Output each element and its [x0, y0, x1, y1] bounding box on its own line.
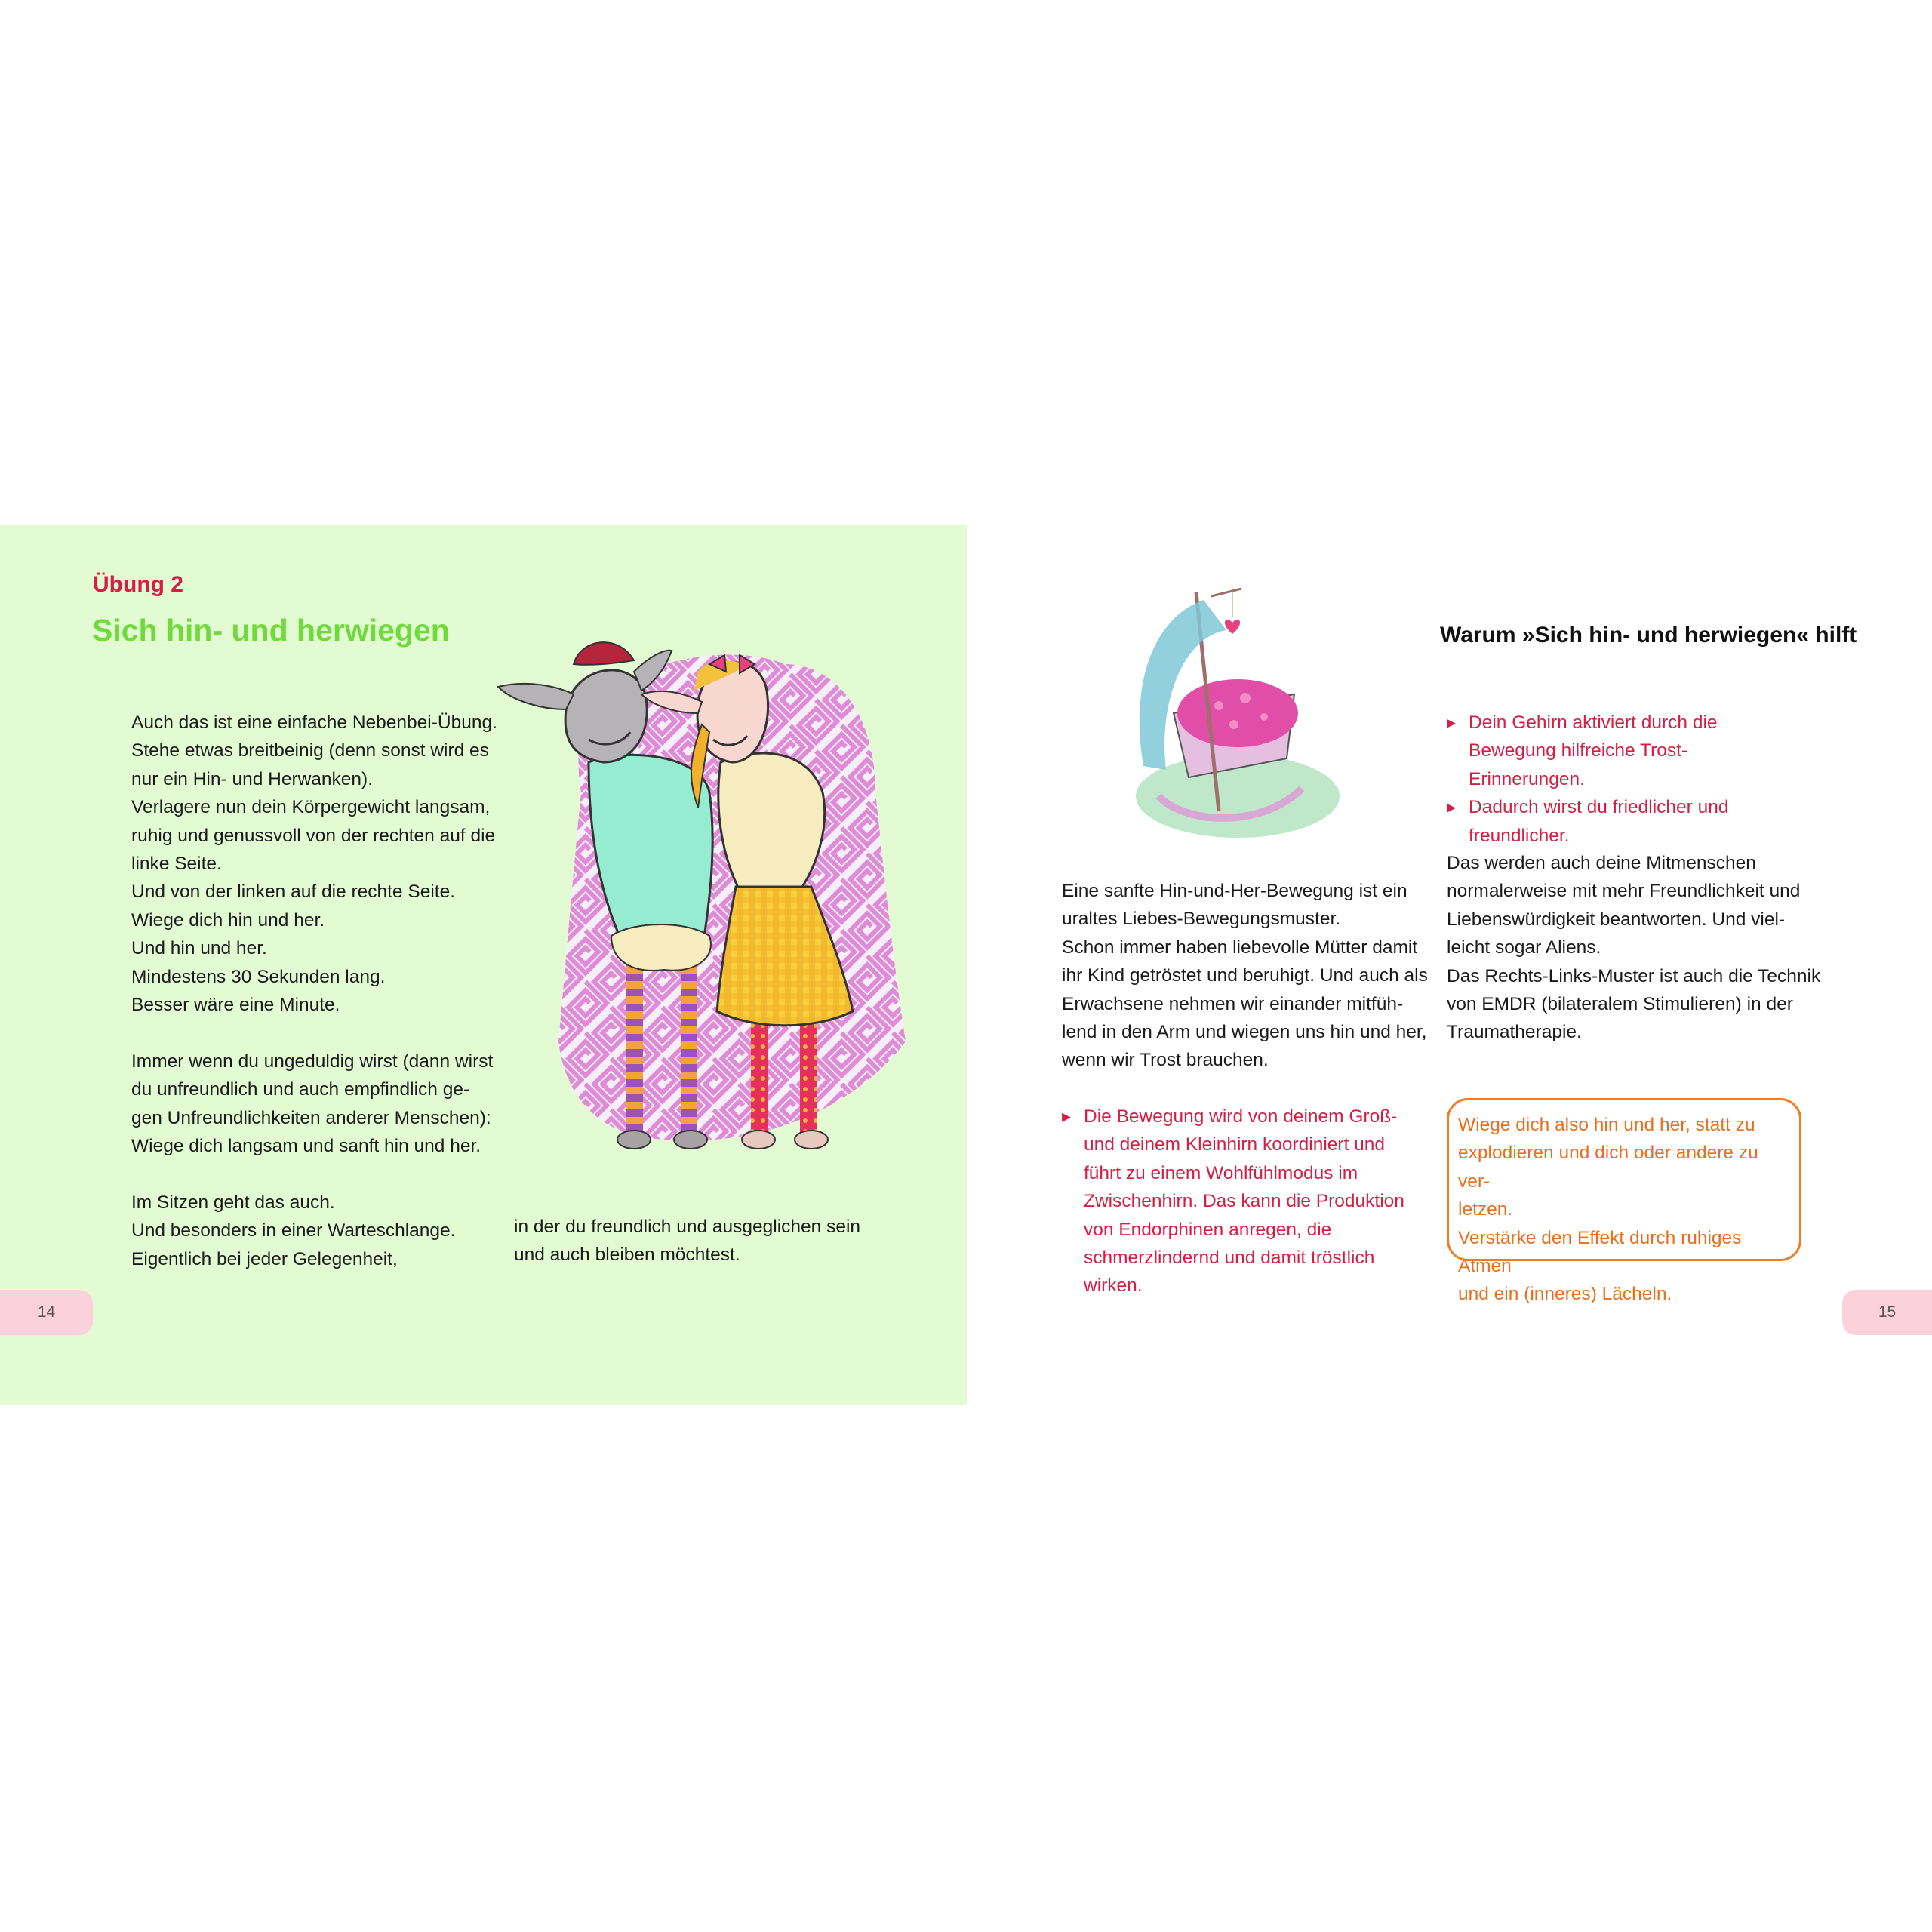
text-line: und ein (inneres) Lächeln. — [1458, 1284, 1672, 1305]
text-line: Mindestens 30 Sekunden lang. — [131, 966, 386, 987]
exercise-kicker: Übung 2 — [93, 572, 183, 597]
text-line: Wiege dich also hin und her, statt zu — [1458, 1115, 1755, 1135]
text-line: Wiege dich hin und her. — [131, 909, 325, 931]
text-line: Das Rechts-Links-Muster ist auch die Technik — [1447, 965, 1821, 986]
text-line: Und besonders in einer Warteschlange. — [131, 1220, 456, 1241]
text-line: Eine sanfte Hin-und-Her-Bewegung ist ein — [1062, 881, 1407, 901]
text-line: und auch bleiben möchtest. — [514, 1244, 740, 1266]
cradle-illustration — [1113, 570, 1340, 849]
text-line: von EMDR (bilateralem Stimulieren) in der — [1447, 994, 1793, 1015]
text-line: ihr Kind getröstet und beruhigt. Und auch als — [1062, 965, 1428, 986]
text-line: in der du freundlich und ausgeglichen sein — [514, 1217, 861, 1237]
text-line: lend in den Arm und wiegen uns hin und her, — [1062, 1022, 1427, 1043]
text-line: explodieren und dich oder andere zu ver- — [1458, 1143, 1758, 1192]
tip-box — [1447, 1098, 1801, 1305]
tip-text — [1458, 1111, 1791, 1309]
text-line: nur ein Hin- und Herwanken). — [131, 768, 374, 789]
benefit-list — [1447, 709, 1801, 850]
exercise-title: Sich hin- und herwiegen — [92, 613, 450, 648]
text-line: letzen. — [1458, 1199, 1513, 1220]
text-line: linke Seite. — [131, 854, 222, 875]
text-line: Verstärke den Effekt durch ruhiges Atmen — [1458, 1227, 1742, 1277]
benefit-item: ▸ Dadurch wirst du friedlicher und freundlicher. — [1447, 793, 1801, 850]
text-line: Das werden auch deine Mitmenschen — [1447, 853, 1756, 873]
brain-fact-item: ▸ Die Bewegung wird von deinem Groß- und deinem Kleinhirn koordiniert und führt zu einem Wohlfühlmodus im Zwischenhirn. Das kann die Produktion von Endorphinen anregen, die schmerzlindernd und damit tröstlich wirken. — [1062, 1103, 1417, 1300]
text-line: Immer wenn du ungeduldig wirst (dann wirst — [131, 1051, 494, 1072]
text-line: gen Unfreundlichkeiten anderer Menschen): — [131, 1107, 491, 1128]
text-line: du unfreundlich und auch empfindlich ge- — [131, 1079, 470, 1100]
text-line: Liebenswürdigkeit beantworten. Und viel- — [1447, 909, 1786, 930]
side-title: Warum »Sich hin- und herwiegen« hilft — [1440, 623, 1857, 648]
text-line: uraltes Liebes-Bewegungsmuster. — [1062, 909, 1341, 930]
text-line: Verlagere nun dein Körpergewicht langsam, — [131, 797, 491, 818]
text-line: Im Sitzen geht das auch. — [131, 1192, 335, 1213]
text-line: wenn wir Trost brauchen. — [1062, 1050, 1269, 1071]
text-line: leicht sogar Aliens. — [1447, 937, 1601, 958]
text-line: Und hin und her. — [131, 938, 267, 959]
exercise-instructions-continued — [514, 1213, 869, 1269]
text-line: ruhig und genussvoll von der rechten auf die — [131, 825, 496, 846]
text-line: Stehe etwas breitbeinig (denn sonst wird es — [131, 740, 489, 761]
text-line: Und von der linken auf die rechte Seite. — [131, 881, 456, 903]
page-number-left: 14 — [0, 1290, 93, 1335]
text-line: Wiege dich langsam und sanft hin und her. — [131, 1136, 481, 1157]
text-line: Auch das ist eine einfache Nebenbei-Übung. — [131, 712, 497, 733]
sheep-couple-illustration — [483, 619, 913, 1177]
benefit-item: ▸ Dein Gehirn aktiviert durch die Bewegung hilfreiche Trost-Erinnerungen. — [1447, 709, 1801, 793]
brain-fact-list — [1062, 1103, 1417, 1300]
text-line: normalerweise mit mehr Freundlichkeit und — [1447, 881, 1801, 902]
text-line: Eigentlich bei jeder Gelegenheit, — [131, 1248, 398, 1269]
text-line: Besser wäre eine Minute. — [131, 995, 340, 1016]
text-line: Traumatherapie. — [1447, 1022, 1582, 1043]
text-line: Schon immer haben liebevolle Mütter damit — [1062, 937, 1418, 958]
page-number-right: 15 — [1842, 1290, 1932, 1335]
explanation-left — [1062, 877, 1439, 1075]
exercise-instructions — [131, 709, 509, 1273]
explanation-right — [1447, 849, 1824, 1047]
text-line: Erwachsene nehmen wir einander mitfüh- — [1062, 993, 1404, 1014]
